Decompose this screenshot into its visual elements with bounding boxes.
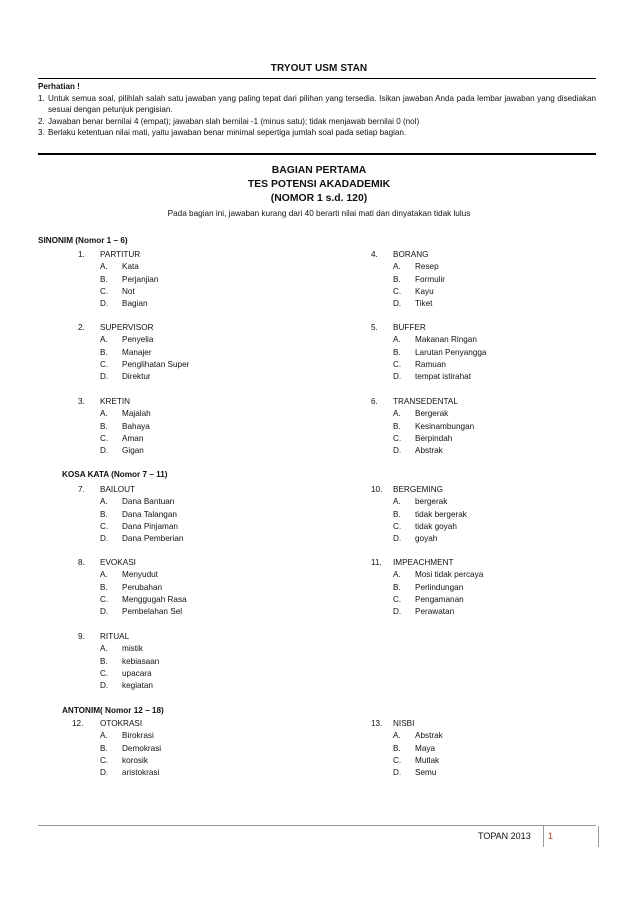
answer-option — [393, 743, 443, 755]
notice-heading: Perhatian ! — [38, 82, 80, 91]
answer-option — [100, 569, 187, 581]
answer-option — [393, 261, 445, 273]
answer-option — [100, 594, 187, 606]
option-letter: A. — [100, 262, 108, 272]
question-number: 3. — [78, 397, 85, 406]
option-text: kegiatan — [122, 681, 153, 691]
option-text: Kesinambungan — [415, 421, 475, 431]
answer-option — [100, 274, 158, 286]
question-word: RITUAL — [100, 632, 130, 641]
notice-bottom-rule — [38, 153, 596, 155]
page-number-box — [543, 826, 599, 847]
option-letter: C. — [100, 286, 109, 296]
answer-option — [393, 755, 443, 767]
answer-option — [393, 408, 474, 420]
option-text: Abstrak — [415, 731, 443, 741]
option-text: bergerak — [415, 497, 448, 507]
option-letter: B. — [100, 582, 108, 592]
option-text: korosik — [122, 755, 148, 765]
answer-option — [393, 533, 467, 545]
option-text: Aman — [122, 433, 144, 443]
question-number: 6. — [371, 397, 378, 406]
option-text: Gigan — [122, 446, 144, 456]
option-text: Pembelahan Sel — [122, 607, 183, 617]
question-number: 12. — [72, 719, 84, 728]
option-text: Resep — [415, 262, 439, 272]
option-text: kebiasaan — [122, 656, 160, 666]
option-letter: B. — [100, 743, 108, 753]
question-word: KRETIN — [100, 397, 131, 406]
question-item — [78, 396, 151, 457]
option-text: Pengamanan — [415, 594, 464, 604]
question-word: IMPEACHMENT — [393, 558, 454, 567]
question-word: PARTITUR — [100, 250, 141, 259]
option-text: Kata — [122, 262, 139, 272]
question-word: EVOKASI — [100, 558, 136, 567]
answer-option — [393, 496, 467, 508]
question-number: 10. — [371, 485, 383, 494]
option-text: Dana Talangan — [122, 509, 177, 519]
option-text: Perubahan — [122, 582, 163, 592]
option-letter: C. — [393, 594, 402, 604]
answer-option — [393, 569, 483, 581]
option-letter: B. — [393, 347, 401, 357]
option-letter: D. — [100, 534, 109, 544]
option-letter: C. — [100, 594, 109, 604]
question-item — [78, 249, 158, 310]
option-text: Dana Pinjaman — [122, 521, 178, 531]
answer-option — [100, 433, 151, 445]
option-letter: C. — [393, 755, 402, 765]
notice-block — [38, 81, 596, 139]
notice-item-text: Berlaku ketentuan nilai mati, yaitu jawaban benar minimal sepertiga jumlah soal pada setiap bagian. — [48, 128, 407, 138]
option-letter: A. — [393, 497, 401, 507]
question-number: 9. — [78, 632, 85, 641]
answer-option — [100, 286, 158, 298]
option-letter: A. — [100, 497, 108, 507]
question-item — [78, 322, 189, 383]
option-text: Maya — [415, 743, 436, 753]
option-text: Bagian — [122, 299, 148, 309]
section-heading-test: TES POTENSI AKADADEMIK — [247, 179, 391, 190]
answer-option — [393, 298, 445, 310]
option-letter: D. — [100, 446, 109, 456]
question-number: 1. — [78, 250, 85, 259]
notice-item-number: 2. — [38, 116, 45, 126]
question-item — [72, 718, 161, 779]
option-text: aristokrasi — [122, 768, 160, 778]
footer-label: TOPAN 2013 — [478, 831, 531, 841]
option-text: Majalah — [122, 409, 151, 419]
answer-option — [393, 582, 483, 594]
option-text: Bergerak — [415, 409, 449, 419]
answer-option — [100, 743, 161, 755]
option-text: upacara — [122, 668, 152, 678]
question-word: BORANG — [393, 250, 429, 259]
option-letter: C. — [393, 286, 402, 296]
option-letter: A. — [100, 644, 108, 654]
page-number: 1 — [548, 831, 554, 841]
notice-item — [38, 127, 596, 139]
option-letter: B. — [100, 347, 108, 357]
answer-option — [393, 594, 483, 606]
option-letter: A. — [100, 731, 108, 741]
answer-option — [393, 445, 474, 457]
answer-option — [100, 755, 161, 767]
question-item — [371, 484, 467, 545]
option-letter: D. — [393, 534, 402, 544]
option-text: Menggugah Rasa — [122, 594, 187, 604]
answer-option — [100, 582, 187, 594]
question-word: SUPERVISOR — [100, 323, 154, 332]
question-number: 2. — [78, 323, 85, 332]
option-text: tidak goyah — [415, 521, 457, 531]
answer-option — [100, 359, 189, 371]
option-letter: B. — [393, 743, 401, 753]
question-number: 8. — [78, 558, 85, 567]
option-text: Perjanjian — [122, 274, 159, 284]
option-text: tempat istirahat — [415, 372, 471, 382]
answer-option — [100, 334, 189, 346]
option-text: Bahaya — [122, 421, 150, 431]
option-letter: A. — [393, 335, 401, 345]
question-word: BERGEMING — [393, 485, 444, 494]
option-text: Ramuan — [415, 359, 446, 369]
answer-option — [393, 767, 443, 779]
option-letter: D. — [100, 681, 109, 691]
option-text: Direktur — [122, 372, 151, 382]
answer-option — [100, 371, 189, 383]
question-item — [371, 249, 445, 310]
option-letter: D. — [393, 372, 402, 382]
option-letter: B. — [100, 656, 108, 666]
option-letter: C. — [393, 359, 402, 369]
option-text: Birokrasi — [122, 731, 154, 741]
answer-option — [100, 767, 161, 779]
option-text: Mosi tidak percaya — [415, 570, 484, 580]
option-text: Abstrak — [415, 446, 443, 456]
answer-option — [100, 509, 183, 521]
answer-option — [100, 496, 183, 508]
top-rule — [38, 78, 596, 79]
answer-option — [100, 680, 159, 692]
question-item — [371, 557, 483, 618]
question-number: 11. — [371, 558, 382, 567]
answer-option — [393, 521, 467, 533]
answer-option — [100, 656, 159, 668]
option-letter: A. — [393, 262, 401, 272]
option-text: Demokrasi — [122, 743, 162, 753]
option-letter: C. — [393, 433, 402, 443]
notice-item-number: 3. — [38, 128, 45, 138]
question-item — [371, 718, 443, 779]
question-item — [78, 484, 183, 545]
group-heading-kosa-kata: KOSA KATA (Nomor 7 – 11) — [62, 470, 168, 479]
option-text: Not — [122, 286, 135, 296]
option-text: Berpindah — [415, 433, 453, 443]
option-text: Penyelia — [122, 335, 154, 345]
option-text: Kayu — [415, 286, 434, 296]
answer-option — [100, 730, 161, 742]
section-description: Pada bagian ini, jawaban kurang dari 40 berarti nilai mati dan dinyatakan tidak lulus — [167, 209, 471, 218]
question-number: 13. — [371, 719, 383, 728]
option-letter: A. — [393, 409, 401, 419]
option-letter: D. — [393, 299, 402, 309]
notice-item-number: 1. — [38, 93, 45, 103]
option-letter: A. — [100, 570, 108, 580]
option-letter: A. — [100, 409, 108, 419]
option-text: Dana Bantuan — [122, 497, 175, 507]
option-text: Perawatan — [415, 607, 455, 617]
answer-option — [393, 371, 486, 383]
option-text: Menyudut — [122, 570, 158, 580]
answer-option — [393, 347, 486, 359]
answer-option — [100, 261, 158, 273]
answer-option — [393, 359, 486, 371]
question-item — [371, 396, 474, 457]
option-letter: B. — [100, 274, 108, 284]
option-text: Perlindungan — [415, 582, 464, 592]
option-letter: D. — [100, 768, 109, 778]
answer-option — [100, 445, 151, 457]
question-number: 4. — [371, 250, 378, 259]
answer-option — [393, 606, 483, 618]
question-word: BUFFER — [393, 323, 426, 332]
question-number: 7. — [78, 485, 85, 494]
question-word: BAILOUT — [100, 485, 136, 494]
notice-item-text: Untuk semua soal, pilihlah salah satu jawaban yang paling tepat dari pilihan yang tersedia. Isikan jawaban Anda pada lembar jawaban yang disediakan sesuai dengan petunjuk pengisian. — [48, 93, 596, 115]
answer-option — [393, 433, 474, 445]
option-letter: B. — [393, 421, 401, 431]
answer-option — [100, 643, 159, 655]
option-letter: D. — [100, 607, 109, 617]
question-item — [371, 322, 486, 383]
option-letter: C. — [100, 359, 109, 369]
option-text: Penglihatan Super — [122, 359, 190, 369]
document-title: TRYOUT USM STAN — [270, 63, 368, 74]
answer-option — [100, 606, 187, 618]
notice-item-text: Jawaban benar bernilai 4 (empat); jawaban slah bernilai -1 (minus satu); tidak menjawab bernilai 0 (nol) — [48, 116, 420, 126]
question-word: OTOKRASI — [100, 719, 143, 728]
option-letter: C. — [393, 521, 402, 531]
notice-item — [38, 93, 596, 116]
option-letter: D. — [393, 768, 402, 778]
option-letter: C. — [100, 755, 109, 765]
option-text: Larutan Penyangga — [415, 347, 487, 357]
option-letter: D. — [100, 299, 109, 309]
answer-option — [100, 521, 183, 533]
option-letter: D. — [393, 446, 402, 456]
answer-option — [393, 421, 474, 433]
section-heading-part: BAGIAN PERTAMA — [271, 165, 367, 176]
answer-option — [393, 274, 445, 286]
option-letter: A. — [393, 570, 401, 580]
answer-option — [100, 421, 151, 433]
answer-option — [393, 509, 467, 521]
option-letter: D. — [393, 607, 402, 617]
question-word: NISBI — [393, 719, 415, 728]
option-text: mistik — [122, 644, 143, 654]
answer-option — [100, 668, 159, 680]
group-heading-antonim: ANTONIM( Nomor 12 – 18) — [62, 706, 164, 715]
answer-option — [393, 730, 443, 742]
group-heading-sinonim: SINONIM (Nomor 1 – 6) — [38, 236, 128, 245]
answer-option — [100, 298, 158, 310]
option-text: Mutlak — [415, 755, 440, 765]
option-letter: B. — [100, 421, 108, 431]
section-heading-range: (NOMOR 1 s.d. 120) — [270, 193, 368, 204]
option-letter: C. — [100, 433, 109, 443]
option-letter: A. — [100, 335, 108, 345]
option-text: tidak bergerak — [415, 509, 467, 519]
question-word: TRANSEDENTAL — [393, 397, 458, 406]
option-text: Formulir — [415, 274, 446, 284]
option-letter: B. — [393, 274, 401, 284]
answer-option — [100, 408, 151, 420]
option-text: Makanan Ringan — [415, 335, 477, 345]
answer-option — [100, 533, 183, 545]
answer-option — [393, 334, 486, 346]
option-letter: B. — [100, 509, 108, 519]
option-text: Dana Pemberian — [122, 534, 184, 544]
option-letter: B. — [393, 509, 401, 519]
option-letter: B. — [393, 582, 401, 592]
question-item — [78, 631, 159, 692]
option-text: Manajer — [122, 347, 152, 357]
footer-rule — [38, 825, 596, 826]
question-item — [78, 557, 187, 618]
option-letter: C. — [100, 668, 109, 678]
option-text: goyah — [415, 534, 438, 544]
answer-option — [393, 286, 445, 298]
option-letter: A. — [393, 731, 401, 741]
option-letter: C. — [100, 521, 109, 531]
question-number: 5. — [371, 323, 378, 332]
option-text: Semu — [415, 768, 437, 778]
answer-option — [100, 347, 189, 359]
option-text: Tiket — [415, 299, 433, 309]
option-letter: D. — [100, 372, 109, 382]
notice-item — [38, 116, 596, 128]
